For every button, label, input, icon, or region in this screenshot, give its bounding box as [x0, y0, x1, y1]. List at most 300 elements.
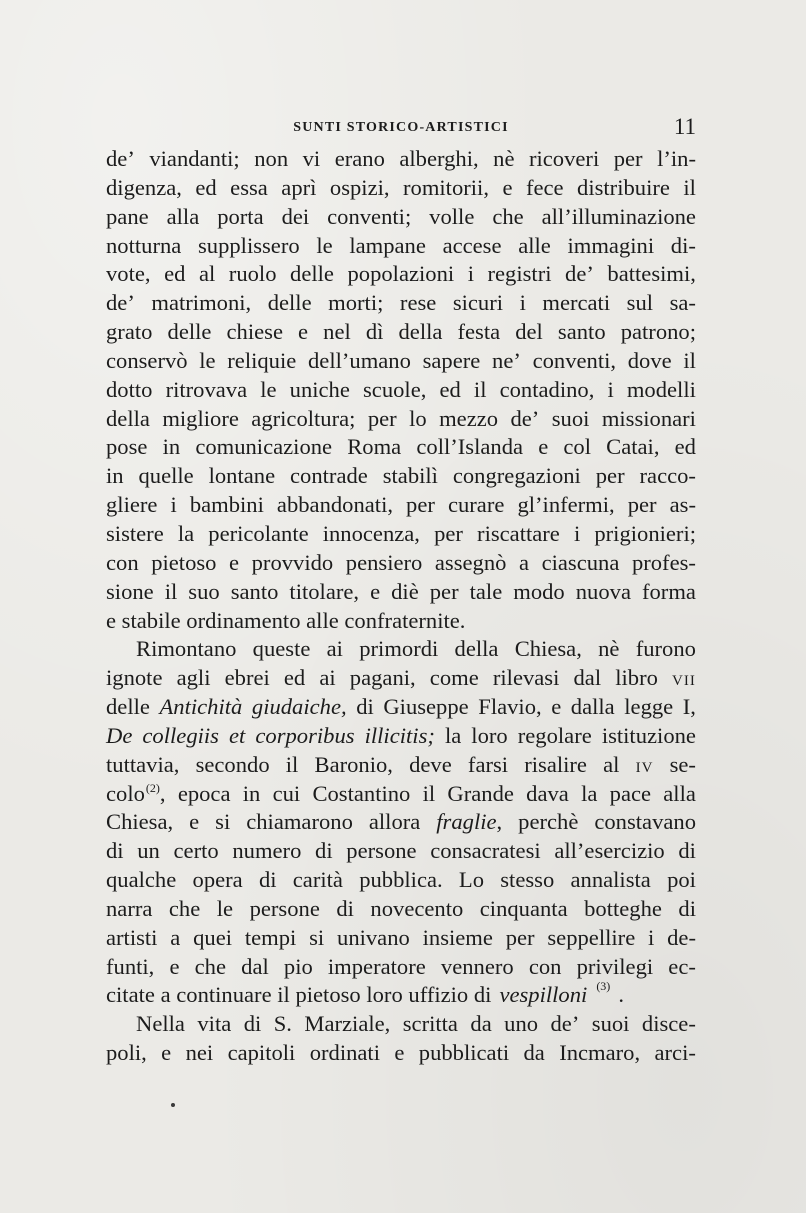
word-part: per [406, 492, 435, 518]
word [286, 751, 299, 780]
word-part: sicuri [452, 290, 504, 316]
word-part: persone [249, 895, 320, 921]
word [195, 433, 332, 462]
word [174, 837, 219, 866]
word [319, 664, 335, 693]
page-header [106, 114, 696, 139]
word [598, 635, 619, 664]
word [346, 549, 423, 578]
word [551, 693, 561, 722]
word-part: nel [323, 319, 351, 345]
word [468, 260, 474, 289]
word-part: istituzione [601, 722, 696, 748]
word [642, 578, 696, 607]
word-part: delle [106, 694, 150, 720]
word [106, 664, 162, 693]
word-part: congregazioni [452, 463, 581, 489]
word [602, 722, 696, 751]
word [359, 635, 438, 664]
word [607, 260, 695, 289]
word [640, 462, 696, 491]
word [663, 780, 696, 809]
word [346, 837, 416, 866]
word-part: della [454, 636, 499, 662]
word-part: Antichità [159, 694, 243, 720]
word-part: carità [292, 867, 343, 893]
word [137, 837, 160, 866]
word [542, 549, 620, 578]
word [526, 174, 564, 203]
word-part: e [229, 549, 240, 575]
word-part: con [106, 549, 139, 575]
word-part: pose [106, 434, 148, 460]
word-part: il [285, 751, 299, 777]
word-part: innocenza, [322, 520, 420, 546]
word [478, 693, 541, 722]
word [468, 751, 508, 780]
word [106, 549, 139, 578]
word [316, 232, 332, 261]
word [435, 549, 507, 578]
word-part: funti, [106, 953, 155, 979]
word-part: vita [197, 1011, 232, 1037]
word-part: et [229, 722, 246, 748]
word-part: col [563, 434, 591, 460]
word-part: agli [176, 665, 211, 691]
word-part: ed [164, 261, 186, 287]
word [596, 462, 625, 491]
text-line [106, 405, 696, 434]
word [558, 318, 606, 347]
word [502, 174, 512, 203]
word [538, 433, 548, 462]
word [241, 953, 269, 982]
word [312, 780, 410, 809]
word [315, 837, 333, 866]
word-part: di [678, 895, 696, 921]
word-part: collegiis [142, 722, 219, 748]
word-part: ignote [106, 665, 163, 691]
word [282, 203, 310, 232]
word-part: disce- [641, 1011, 696, 1037]
word-part: mezzo [439, 405, 499, 431]
word-part: vennero [440, 953, 514, 979]
word [510, 405, 539, 434]
word [542, 203, 696, 232]
text-line [106, 232, 696, 261]
text-line [106, 866, 696, 895]
word [243, 780, 261, 809]
word-part: stabilì [382, 463, 438, 489]
word-part: ed [674, 434, 696, 460]
word-part: regolare [517, 722, 592, 748]
word-part: migliore [162, 405, 239, 431]
word [255, 722, 354, 751]
word [670, 289, 696, 318]
word-part: distribuire [577, 174, 670, 200]
word-part: festa [457, 319, 501, 345]
word-part: scuole, [363, 376, 427, 402]
word-part: suoi [551, 405, 590, 431]
word [289, 578, 359, 607]
word-part: privilegi [576, 953, 654, 979]
word [274, 1010, 292, 1039]
word [518, 808, 578, 837]
word-part: nè [598, 636, 620, 662]
word [366, 318, 384, 347]
word-part: del [515, 319, 543, 345]
word [170, 924, 180, 953]
word-part: il [422, 780, 436, 806]
word [554, 837, 664, 866]
line-segment: e stabile ordinamento alle confraternite. [106, 607, 466, 633]
word-part: ne’ [492, 347, 521, 373]
word-part: dava [526, 780, 569, 806]
word [106, 491, 157, 520]
word [106, 578, 154, 607]
word-part: missionari [601, 405, 696, 431]
word [196, 751, 270, 780]
page-body-text [106, 145, 696, 1068]
word [493, 664, 560, 693]
word-part: quelle [138, 463, 194, 489]
text-line [106, 260, 696, 289]
word-part: loro [471, 722, 508, 748]
word [453, 289, 503, 318]
word-part: dì [365, 319, 384, 345]
word [290, 260, 334, 289]
text-line [106, 203, 696, 232]
word [197, 1010, 231, 1039]
word-part: sione [106, 578, 154, 604]
word [106, 232, 181, 261]
word [399, 145, 478, 174]
word [170, 491, 176, 520]
word [526, 780, 569, 809]
word-part: che [492, 203, 524, 229]
word [368, 405, 397, 434]
word-part: dalla [570, 694, 615, 720]
word-part: le [199, 347, 216, 373]
word [459, 866, 484, 895]
word [369, 808, 420, 837]
word-part: di- [670, 232, 696, 258]
word [529, 145, 599, 174]
word-part: quei [193, 924, 233, 950]
word-part: ricoveri [528, 146, 600, 171]
word [136, 1010, 185, 1039]
word [284, 664, 305, 693]
word-part: di [106, 838, 124, 864]
word-part: botteghe [584, 895, 662, 921]
word-part: dove [627, 347, 672, 373]
word-part: fraglie [436, 809, 497, 835]
word-part: ai [319, 665, 336, 691]
text-line [106, 491, 696, 520]
word-part: scritta [402, 1011, 458, 1037]
word-part: dal [241, 953, 269, 979]
word-part: de’ [550, 1011, 580, 1037]
word [365, 722, 435, 751]
word [584, 895, 662, 924]
page-number: 11 [673, 114, 696, 139]
word-part: imperatore [327, 953, 426, 979]
word [178, 520, 194, 549]
word [370, 895, 463, 924]
word-part: vi [302, 146, 321, 171]
word-part: de’ [565, 261, 594, 287]
word-part: arci- [654, 1040, 696, 1066]
word [515, 318, 543, 347]
word [106, 347, 188, 376]
word-part: in [106, 463, 124, 489]
word-part: perchè [518, 809, 579, 835]
word-part: pio [283, 953, 313, 979]
word [488, 260, 552, 289]
word-part: supplissero [197, 232, 300, 258]
word [670, 751, 696, 780]
word-part: deve [409, 751, 452, 777]
word [594, 520, 696, 549]
word-part: tempi [244, 924, 297, 950]
word [217, 895, 233, 924]
word [517, 491, 614, 520]
word [162, 405, 239, 434]
word-part: per [505, 924, 535, 950]
word [642, 1010, 696, 1039]
word [164, 260, 185, 289]
word-part: certo [173, 838, 219, 864]
word-part: e [189, 809, 200, 835]
word [500, 376, 595, 405]
word-part: da [523, 1040, 545, 1066]
word-part: le [316, 232, 333, 258]
word-part: per [429, 578, 459, 604]
word-part: insieme [422, 924, 493, 950]
word [416, 433, 523, 462]
word-part: , [159, 780, 166, 806]
word [678, 895, 696, 924]
word-part: aprì [281, 174, 317, 200]
word-part: con [528, 953, 562, 979]
word [419, 1039, 509, 1068]
word-part: Giuseppe [383, 694, 469, 720]
word [252, 549, 334, 578]
text-line [106, 1010, 696, 1039]
word [403, 1010, 458, 1039]
word [323, 318, 351, 347]
word [492, 203, 523, 232]
word [232, 837, 301, 866]
text-line [106, 837, 696, 866]
word [636, 635, 696, 664]
word-part: l’in- [657, 146, 696, 171]
word-part: novecento [370, 895, 464, 921]
word-part: dotto [106, 376, 153, 402]
text-line [106, 635, 696, 664]
word-part: cui [272, 780, 301, 806]
word-part: i [519, 290, 526, 316]
word [474, 376, 487, 405]
word [576, 578, 631, 607]
word [163, 433, 181, 462]
word [290, 376, 350, 405]
word-part: conservò [106, 347, 188, 373]
word-part: numero [232, 838, 302, 864]
word [403, 174, 489, 203]
word-part: queste [252, 636, 311, 662]
word [309, 924, 324, 953]
word-part: il [473, 376, 487, 402]
word [293, 866, 343, 895]
running-head: SUNTI STORICO-ARTISTICI [293, 120, 509, 135]
word [571, 693, 615, 722]
word [308, 347, 411, 376]
word [349, 232, 426, 261]
word-part: profes- [631, 549, 696, 575]
word-part: primordi [359, 636, 439, 662]
word [106, 866, 176, 895]
word-part: persone [346, 838, 417, 864]
word [423, 780, 436, 809]
word [244, 1010, 262, 1039]
word [621, 318, 696, 347]
word-part: delle [167, 319, 212, 345]
word [310, 1039, 380, 1068]
word [225, 664, 270, 693]
word [500, 866, 554, 895]
word [614, 145, 643, 174]
word [335, 145, 385, 174]
word-part: di [315, 838, 333, 864]
word-part: Chiesa, [106, 809, 174, 835]
word [106, 808, 173, 837]
word-part: De [106, 722, 133, 748]
text-line [106, 376, 696, 405]
text-line [106, 751, 696, 780]
word-part: e [298, 319, 309, 345]
word-part: i [648, 924, 655, 950]
word [447, 780, 514, 809]
word [281, 174, 316, 203]
word-part: vote, [106, 261, 151, 287]
word [336, 895, 354, 924]
word [209, 462, 276, 491]
word [480, 895, 568, 924]
word [253, 635, 311, 664]
word [524, 751, 587, 780]
word [615, 664, 658, 693]
word-part: Nella [136, 1011, 185, 1037]
word-part: un [137, 838, 160, 864]
word [529, 953, 562, 982]
word [565, 260, 594, 289]
word [672, 664, 696, 693]
word [106, 145, 135, 174]
word-part: agricoltura; [251, 405, 356, 431]
word [683, 693, 696, 722]
word-part: chiamarono [246, 809, 353, 835]
word [542, 289, 610, 318]
word [399, 318, 443, 347]
word-part: pietoso [151, 549, 217, 575]
word [577, 953, 654, 982]
text-line [106, 462, 696, 491]
word-part: sa- [669, 290, 696, 316]
word [228, 1039, 296, 1068]
word-part: comunicazione [195, 434, 333, 460]
word [161, 1039, 171, 1068]
word [106, 260, 151, 289]
word-part: cinquanta [479, 895, 568, 921]
word [195, 174, 216, 203]
word [229, 722, 245, 751]
word-part: ed [195, 174, 217, 200]
word-part: Flavio, [478, 694, 542, 720]
word-part: farsi [467, 751, 509, 777]
word [430, 664, 479, 693]
word-part: Roma [347, 434, 402, 460]
word [624, 693, 673, 722]
word-part: santo [230, 578, 279, 604]
word [563, 433, 591, 462]
word-part: modo [513, 578, 565, 604]
word [193, 924, 232, 953]
word-part: chiese [226, 319, 283, 345]
text-line [106, 664, 696, 693]
word-part: Grande [447, 780, 514, 806]
word-part: (2) [145, 780, 160, 795]
word-part: all’illuminazione [541, 203, 696, 229]
word [606, 433, 659, 462]
word [430, 578, 459, 607]
word [273, 780, 301, 809]
word [169, 953, 179, 982]
word-part: secondo [195, 751, 270, 777]
word-part: morti; [328, 290, 384, 316]
word-part: opera [192, 867, 243, 893]
word-part: de’ [106, 290, 135, 316]
text-line [106, 981, 696, 1010]
word-part: alla [663, 780, 696, 806]
word [136, 635, 236, 664]
text-line [106, 318, 696, 347]
word-part: come [429, 665, 479, 691]
word [323, 520, 420, 549]
word [668, 953, 696, 982]
word [165, 578, 178, 607]
text-line [106, 924, 696, 953]
word-part: annalista [570, 867, 651, 893]
line-segment: . [618, 982, 624, 1008]
word-part: da [470, 1011, 492, 1037]
word [400, 289, 436, 318]
word [547, 924, 635, 953]
word [453, 462, 581, 491]
word [284, 953, 313, 982]
word [533, 347, 616, 376]
word [632, 549, 696, 578]
word [230, 174, 268, 203]
text-line [106, 174, 696, 203]
word-part: per [627, 492, 657, 518]
word [581, 780, 597, 809]
word-part: e [538, 434, 549, 460]
word [434, 520, 463, 549]
word [436, 808, 502, 837]
word [671, 232, 696, 261]
word [199, 347, 215, 376]
